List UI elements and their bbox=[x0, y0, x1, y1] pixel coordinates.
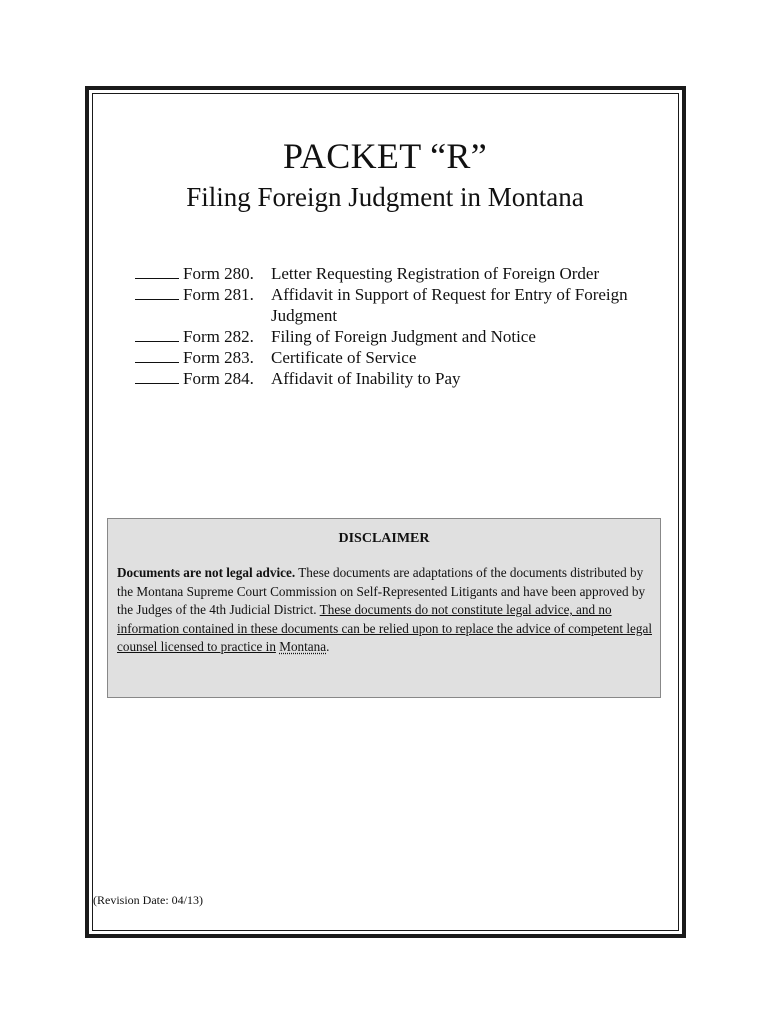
disclaimer-title: DISCLAIMER bbox=[338, 531, 430, 546]
form-item bbox=[135, 263, 655, 284]
disclaimer-box bbox=[107, 518, 661, 698]
form-item bbox=[135, 326, 655, 347]
page-border-inner bbox=[92, 93, 679, 931]
disclaimer-body-end-word: Montana bbox=[279, 639, 327, 655]
form-item bbox=[135, 368, 655, 389]
form-description: Letter Requesting Registration of Foreign Order bbox=[271, 264, 600, 283]
form-item bbox=[135, 284, 655, 326]
disclaimer-text bbox=[117, 564, 652, 657]
form-number: Form 282. bbox=[183, 327, 254, 346]
checklist-blank bbox=[135, 326, 179, 342]
form-number: Form 280. bbox=[183, 264, 254, 283]
forms-checklist bbox=[135, 263, 655, 389]
disclaimer-body-end-punct: . bbox=[326, 639, 330, 655]
form-number: Form 281. bbox=[183, 285, 254, 304]
checklist-blank bbox=[135, 263, 179, 279]
checklist-blank bbox=[135, 347, 179, 363]
checklist-blank bbox=[135, 368, 179, 384]
packet-title: PACKET “R” bbox=[282, 136, 488, 176]
disclaimer-body-plain: These documents are adaptations of the documents distributed by the Montana Supreme Court Commission on Self-Represented Litigants and have been approved by the Judges of the 4th Judicial District. bbox=[117, 565, 646, 618]
checklist-blank bbox=[135, 284, 179, 300]
revision-date: (Revision Date: 04/13) bbox=[93, 893, 203, 907]
packet-subtitle: Filing Foreign Judgment in Montana bbox=[186, 182, 584, 212]
form-description: Certificate of Service bbox=[271, 348, 417, 367]
disclaimer-body-underlined: These documents do not constitute legal advice, and no information contained in these documents can be relied upon to replace the advice of competent legal counsel licensed to practice in bbox=[117, 602, 652, 655]
form-number: Form 283. bbox=[183, 348, 254, 367]
form-item bbox=[135, 347, 655, 368]
disclaimer-lead: Documents are not legal advice. bbox=[117, 565, 296, 580]
form-description: Filing of Foreign Judgment and Notice bbox=[271, 327, 536, 346]
form-description: Affidavit of Inability to Pay bbox=[271, 369, 461, 388]
form-number: Form 284. bbox=[183, 369, 254, 388]
form-description: Affidavit in Support of Request for Entry of Foreign Judgment bbox=[271, 285, 628, 325]
